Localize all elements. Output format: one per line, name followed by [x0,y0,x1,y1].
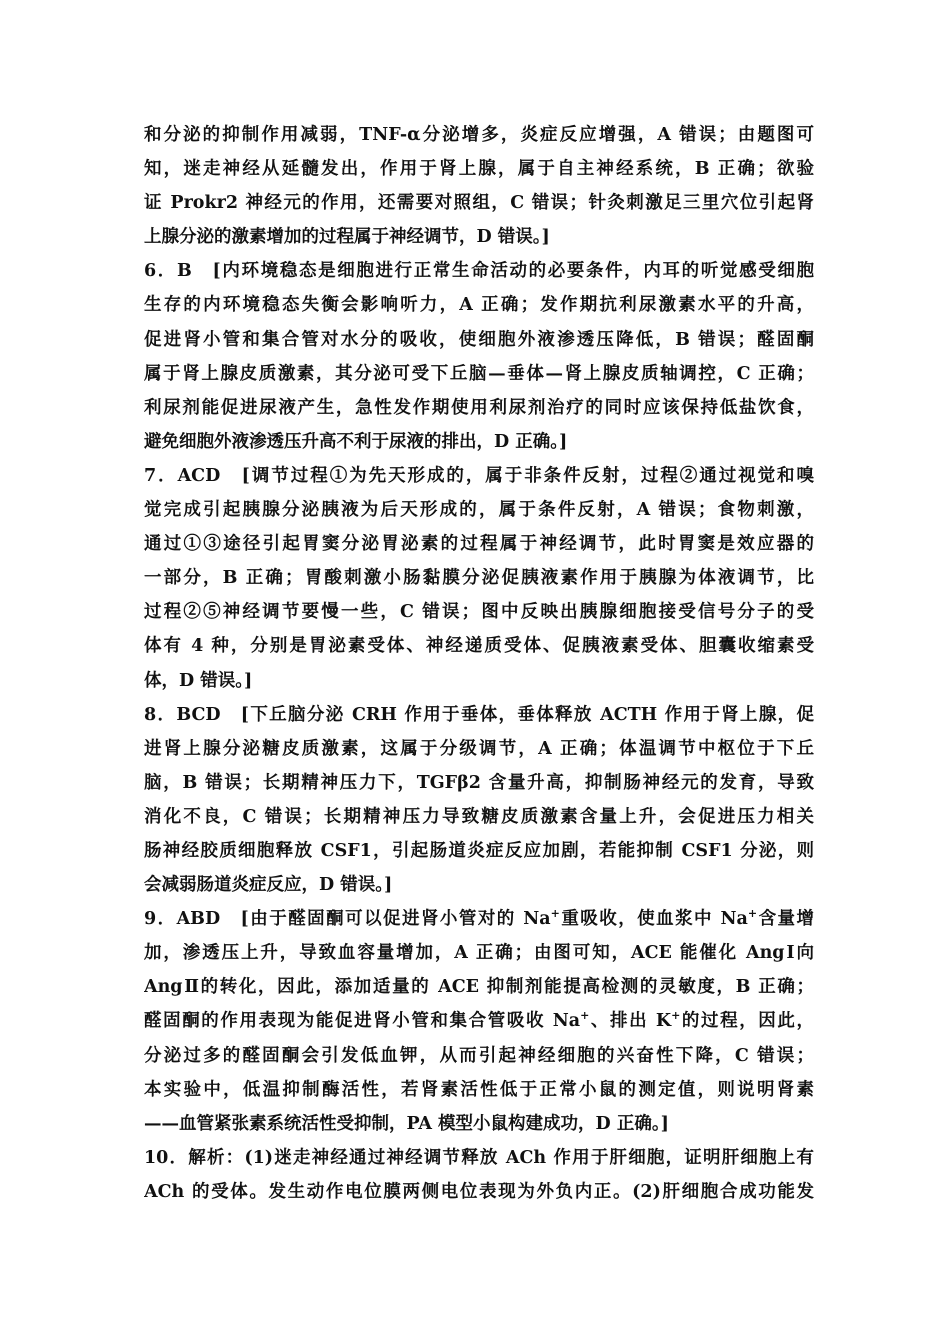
text-line: 体，D 错误。] [144,670,253,691]
text-line: 知，迷走神经从延髓发出，作用于肾上腺，属于自主神经系统，B 正确；欲验 [144,159,814,180]
answer-8-line: 8．BCD [下丘脑分泌 CRH 作用于垂体，垂体释放 ACTH 作用于肾上腺，促 [144,704,814,725]
document-page [144,118,814,1209]
text-line: 体有 4 种，分别是胃泌素受体、神经递质受体、促胰液素受体、胆囊收缩素受 [144,636,814,657]
text-line: 通过①③途径引起胃窦分泌胃泌素的过程属于神经调节，此时胃窦是效应器的 [144,534,814,555]
text-line: 一部分，B 正确；胃酸刺激小肠黏膜分泌促胰液素作用于胰腺为体液调节，比 [144,568,814,589]
text-line: 本实验中，低温抑制酶活性，若肾素活性低于正常小鼠的测定值，则说明肾素 [144,1079,814,1100]
answer-9-line [144,902,814,936]
superscript: + [580,1009,590,1023]
text-line: 和分泌的抑制作用减弱，TNF-α分泌增多，炎症反应增强，A 错误；由题图可 [144,125,814,145]
text-line: ACh 的受体。发生动作电位膜两侧电位表现为外负内正。(2)肝细胞合成功能发 [144,1181,814,1202]
text-line: 肠神经胶质细胞释放 CSF1，引起肠道炎症反应加剧，若能抑制 CSF1 分泌，则 [144,840,814,861]
superscript: + [671,1009,681,1023]
text-line: 会减弱肠道炎症反应，D 错误。] [144,875,393,896]
text-segment: 9．ABD [由于醛固酮可以促进肾小管对的 Na [144,909,551,930]
text-segment: 重吸收，使血浆中 Na [559,909,748,930]
text-line [144,1004,814,1038]
text-line: 属于肾上腺皮质激素，其分泌可受下丘脑—垂体—肾上腺皮质轴调控，C 正确； [144,363,814,384]
text-line: 脑，B 错误；长期精神压力下，TGFβ2 含量升高，抑制肠神经元的发育，导致 [144,772,814,793]
answer-6-line: 6．B [内环境稳态是细胞进行正常生命活动的必要条件，内耳的听觉感受细胞 [144,261,814,282]
text-line: 加，渗透压上升，导致血容量增加，A 正确；由图可知，ACE 能催化 AngⅠ向 [144,943,814,964]
text-segment: 醛固酮的作用表现为能促进肾小管和集合管吸收 Na [144,1011,581,1032]
text-line: 生存的内环境稳态失衡会影响听力，A 正确；发作期抗利尿激素水平的升高， [144,295,814,316]
text-line: 过程②⑤神经调节要慢一些，C 错误；图中反映出胰腺细胞接受信号分子的受 [144,602,814,623]
text-line: 消化不良，C 错误；长期精神压力导致糖皮质激素含量上升，会促进压力相关 [144,806,814,827]
text-line: ——血管紧张素系统活性受抑制，PA 模型小鼠构建成功，D 正确。] [144,1113,669,1134]
text-line: 促进肾小管和集合管对水分的吸收，使细胞外液渗透压降低，B 错误；醛固酮 [144,329,814,350]
text-line: AngⅡ的转化，因此，添加适量的 ACE 抑制剂能提高检测的灵敏度，B 正确； [144,977,814,998]
text-line: 觉完成引起胰腺分泌胰液为后天形成的，属于条件反射，A 错误；食物刺激， [144,500,814,521]
text-segment: 含量增 [757,909,814,930]
text-segment: 、排出 K [589,1011,672,1032]
superscript: + [747,907,758,921]
text-segment: 的过程，因此， [680,1011,814,1032]
text-line: 利尿剂能促进尿液产生，急性发作期使用利尿剂治疗的同时应该保持低盐饮食， [144,397,814,418]
text-line: 证 Prokr2 神经元的作用，还需要对照组，C 错误；针灸刺激足三里穴位引起肾 [144,193,814,214]
text-line: 避免细胞外液渗透压升高不利于尿液的排出，D 正确。] [144,431,568,452]
text-line: 分泌过多的醛固酮会引发低血钾，从而引起神经细胞的兴奋性下降，C 错误； [144,1045,814,1066]
text-line: 进肾上腺分泌糖皮质激素，这属于分级调节，A 正确；体温调节中枢位于下丘 [144,738,814,759]
answer-7-line: 7．ACD [调节过程①为先天形成的，属于非条件反射，过程②通过视觉和嗅 [144,465,814,486]
text-line: 上腺分泌的激素增加的过程属于神经调节，D 错误。] [144,227,550,248]
answer-10-line: 10．解析：(1)迷走神经通过神经调节释放 ACh 作用于肝细胞，证明肝细胞上有 [144,1147,814,1168]
superscript: + [550,907,560,921]
